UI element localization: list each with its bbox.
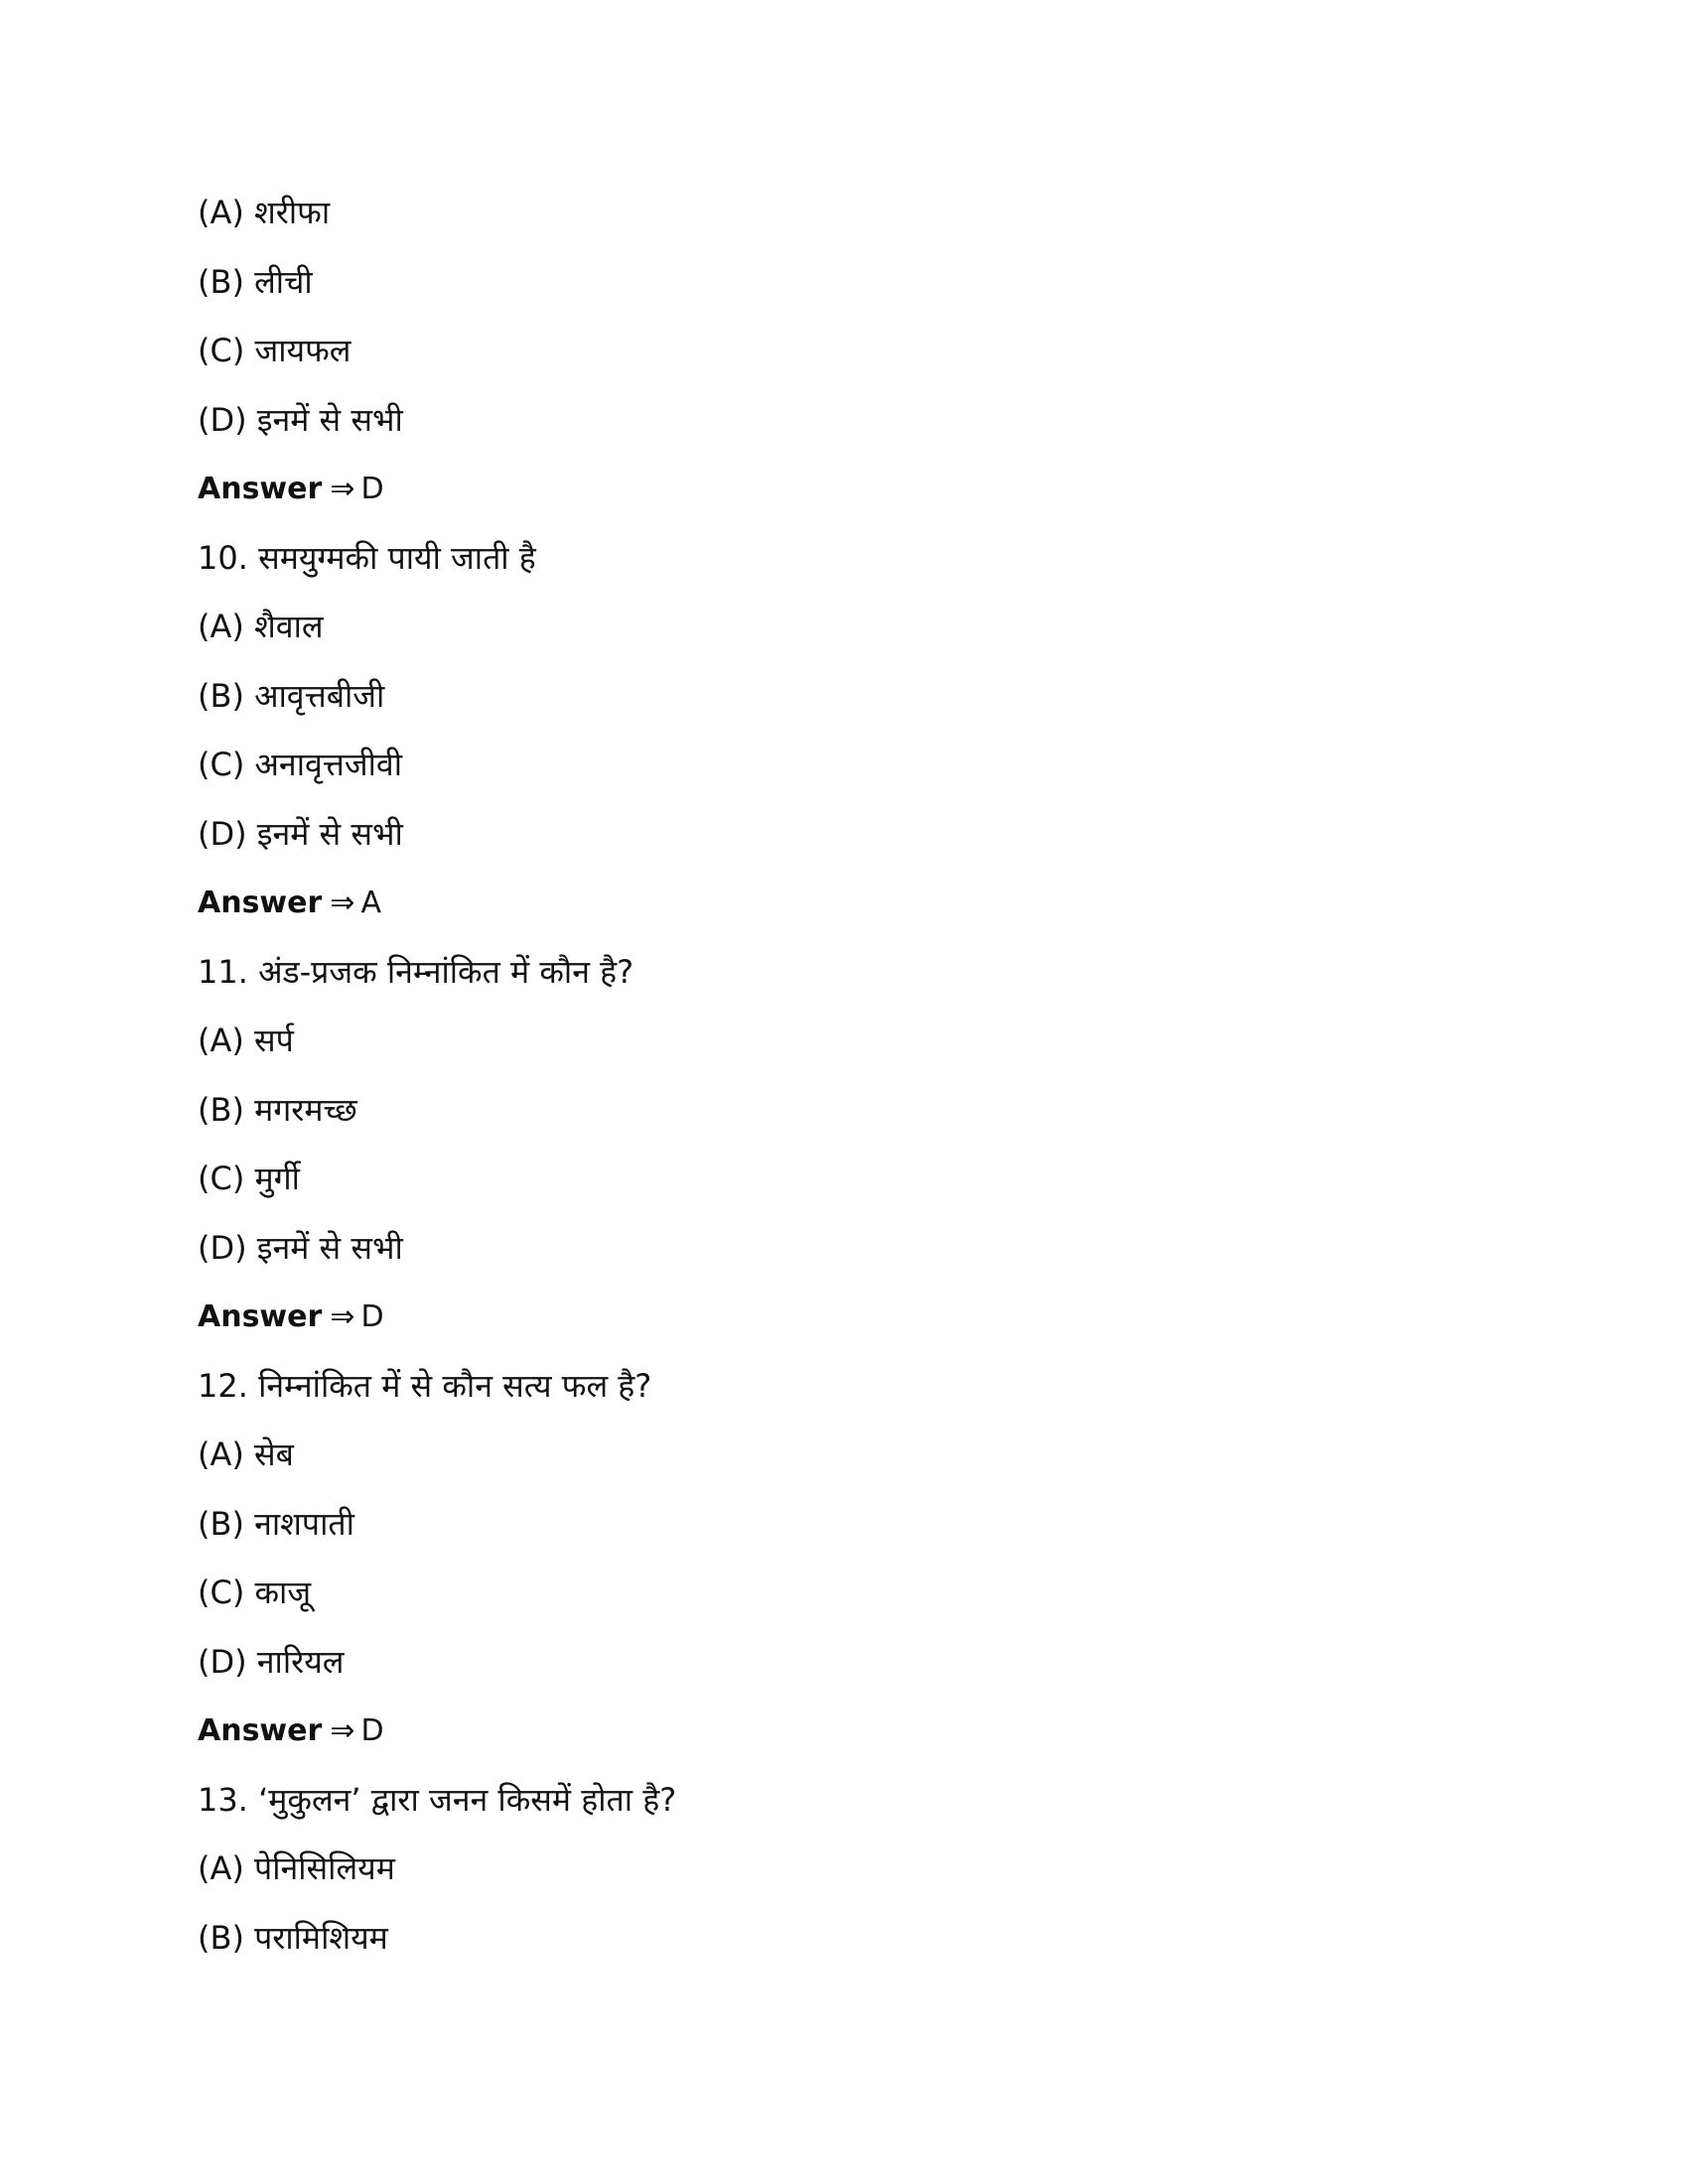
- answer-label: Answer: [198, 1299, 323, 1334]
- option-line: (B) नाशपाती: [198, 1504, 354, 1543]
- question-line: 12. निम्नांकित में से कौन सत्य फल है?: [198, 1366, 652, 1405]
- option-line: (C) जायफल: [198, 332, 352, 369]
- option-line: (A) सेब: [198, 1435, 294, 1473]
- answer-value: D: [360, 472, 384, 506]
- option-line: (A) शरीफा: [198, 194, 331, 231]
- option-line: (D) इनमें से सभी: [198, 400, 403, 439]
- answer-label: Answer: [198, 472, 323, 506]
- answer-value: D: [360, 1299, 384, 1334]
- answer-arrow: ⇒: [330, 886, 355, 920]
- answer-line: [198, 1697, 1488, 1766]
- option-line: (D) नारियल: [198, 1642, 345, 1681]
- answer-value: A: [360, 886, 381, 920]
- option-line: (C) काजू: [198, 1573, 312, 1611]
- answer-arrow: ⇒: [330, 1299, 355, 1334]
- answer-line: [198, 1283, 1488, 1352]
- option-line: (A) सर्प: [198, 1022, 294, 1059]
- answer-line: [198, 869, 1488, 938]
- question-line: 10. समयुग्मकी पायी जाती है: [198, 538, 536, 577]
- answer-line: [198, 455, 1488, 524]
- answer-arrow: ⇒: [330, 472, 355, 506]
- answer-label: Answer: [198, 1713, 323, 1748]
- option-line: (B) लीची: [198, 262, 313, 301]
- option-line: (C) अनावृत्तजीवी: [198, 746, 402, 783]
- question-line: 11. अंड-प्रजक निम्नांकित में कौन है?: [198, 952, 634, 991]
- option-line: (B) मगरमच्छ: [198, 1090, 357, 1129]
- option-line: (C) मुर्गी: [198, 1160, 300, 1197]
- answer-arrow: ⇒: [330, 1713, 355, 1748]
- option-line: (D) इनमें से सभी: [198, 1228, 403, 1267]
- quiz-content: [198, 179, 1488, 1973]
- option-line: (A) पेनिसिलियम: [198, 1849, 395, 1887]
- answer-label: Answer: [198, 886, 323, 920]
- answer-value: D: [360, 1713, 384, 1748]
- option-line: (A) शैवाल: [198, 608, 324, 645]
- question-line: 13. ‘मुकुलन’ द्वारा जनन किसमें होता है?: [198, 1780, 677, 1819]
- option-line: (B) आवृत्तबीजी: [198, 676, 385, 715]
- option-line: (B) परामिशियम: [198, 1918, 388, 1957]
- option-line: (D) इनमें से सभी: [198, 814, 403, 853]
